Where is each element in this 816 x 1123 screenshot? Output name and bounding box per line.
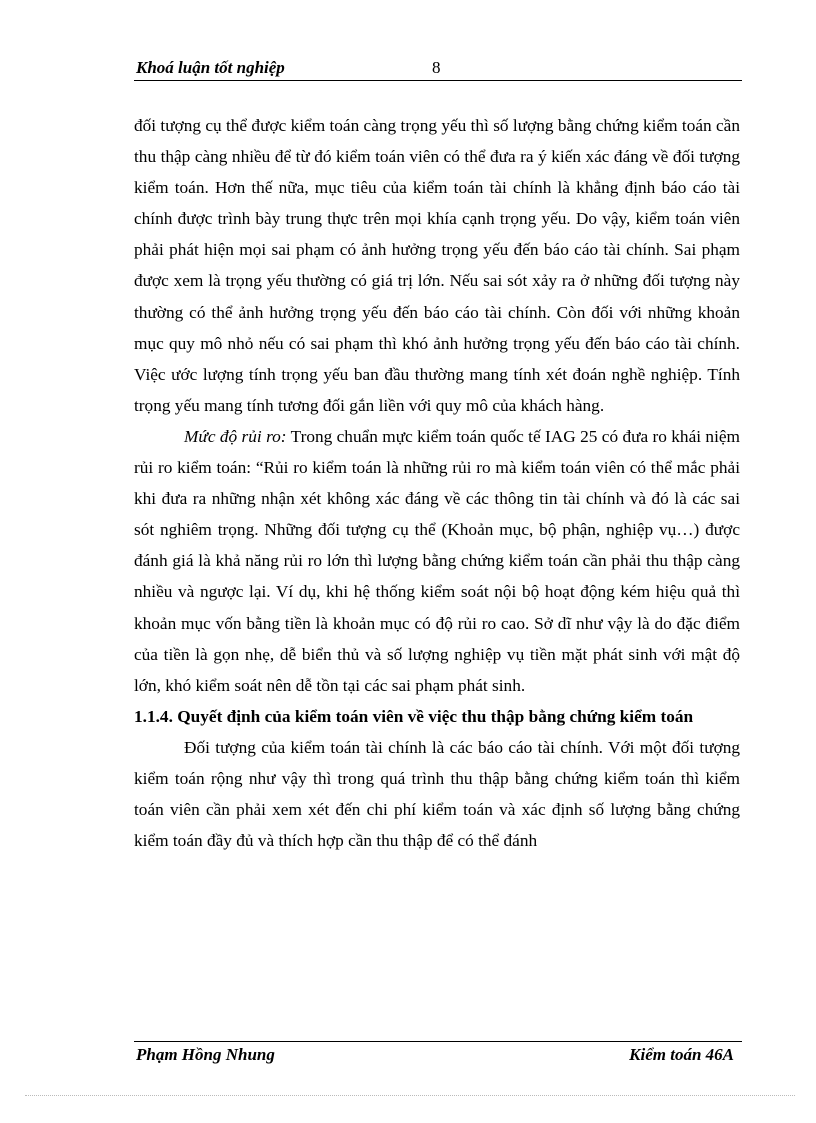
page-header: [134, 58, 742, 81]
footer-department: Kiểm toán 46A: [629, 1045, 734, 1064]
footer-author: Phạm Hồng Nhung: [136, 1045, 275, 1064]
paragraph-materiality: đối tượng cụ thể được kiểm toán càng trọng yếu thì số lượng bằng chứng kiểm toán cần thu thập càng nhiều để từ đó kiểm toán viên có thể đưa ra ý kiến xác đáng về đối tượng kiểm toán. Hơn thế nữa, mục tiêu của kiểm toán tài chính là khẳng định báo cáo tài chính được trình bày trung thực trên mọi khía cạnh trọng yếu. Do vậy, kiểm toán viên phải phát hiện mọi sai phạm có ảnh hưởng trọng yếu đến báo cáo tài chính. Sai phạm được xem là trọng yếu thường có giá trị lớn. Nếu sai sót xảy ra ở những đối tượng này thường có thể ảnh hưởng trọng yếu đến báo cáo tài chính. Còn đối với những khoản mục quy mô nhỏ nếu có sai phạm thì khó ảnh hưởng trọng yếu đến báo cáo tài chính. Việc ước lượng tính trọng yếu ban đầu thường mang tính xét đoán nghề nghiệp. Tính trọng yếu mang tính tương đối gắn liền với quy mô của khách hàng.: [134, 116, 740, 415]
page-number: 8: [432, 58, 441, 77]
page-edge-divider: [25, 1095, 795, 1096]
paragraph-decision: Đối tượng của kiểm toán tài chính là các báo cáo tài chính. Với một đối tượng kiểm toán rộng như vậy thì trong quá trình thu thập bằng chứng kiểm toán thì kiểm toán viên cần phải xem xét đến chi phí kiểm toán và xác định số lượng bằng chứng kiểm toán đầy đủ và thích hợp cần thu thập để có thể đánh: [134, 737, 740, 851]
paragraph-risk-level: [134, 421, 740, 701]
page-footer: [134, 1041, 742, 1072]
section-heading: 1.1.4. Quyết định của kiểm toán viên về việc thu thập bằng chứng kiểm toán: [134, 706, 694, 726]
body-text: [134, 110, 740, 856]
risk-level-lead: Mức độ rủi ro:: [184, 426, 287, 446]
risk-level-text: Trong chuẩn mực kiểm toán quốc tế IAG 25 có đưa ro khái niệm rủi ro kiểm toán: “Rủi ro kiểm toán là những rủi ro mà kiểm toán viên có thể mắc phải khi đưa ra những nhận xét không xác đáng về các thông tin tài chính và đó là các sai sót nghiêm trọng. Những đối tượng cụ thể (Khoản mục, bộ phận, nghiệp vụ…) được đánh giá là khả năng rủi ro lớn thì lượng bằng chứng kiểm toán cần phải thu thập càng nhiều và ngược lại. Ví dụ, khi hệ thống kiểm soát nội bộ hoạt động kém hiệu quả thì khoản mục vốn bằng tiền là khoản mục có độ rủi ro cao. Sở dĩ như vậy là do đặc điểm của tiền là gọn nhẹ, dễ biển thủ và số lượng nghiệp vụ tiền mặt phát sinh với mật độ lớn, khó kiểm soát nên dễ tồn tại các sai phạm phát sinh.: [134, 426, 740, 695]
header-title: Khoá luận tốt nghiệp: [136, 58, 285, 77]
